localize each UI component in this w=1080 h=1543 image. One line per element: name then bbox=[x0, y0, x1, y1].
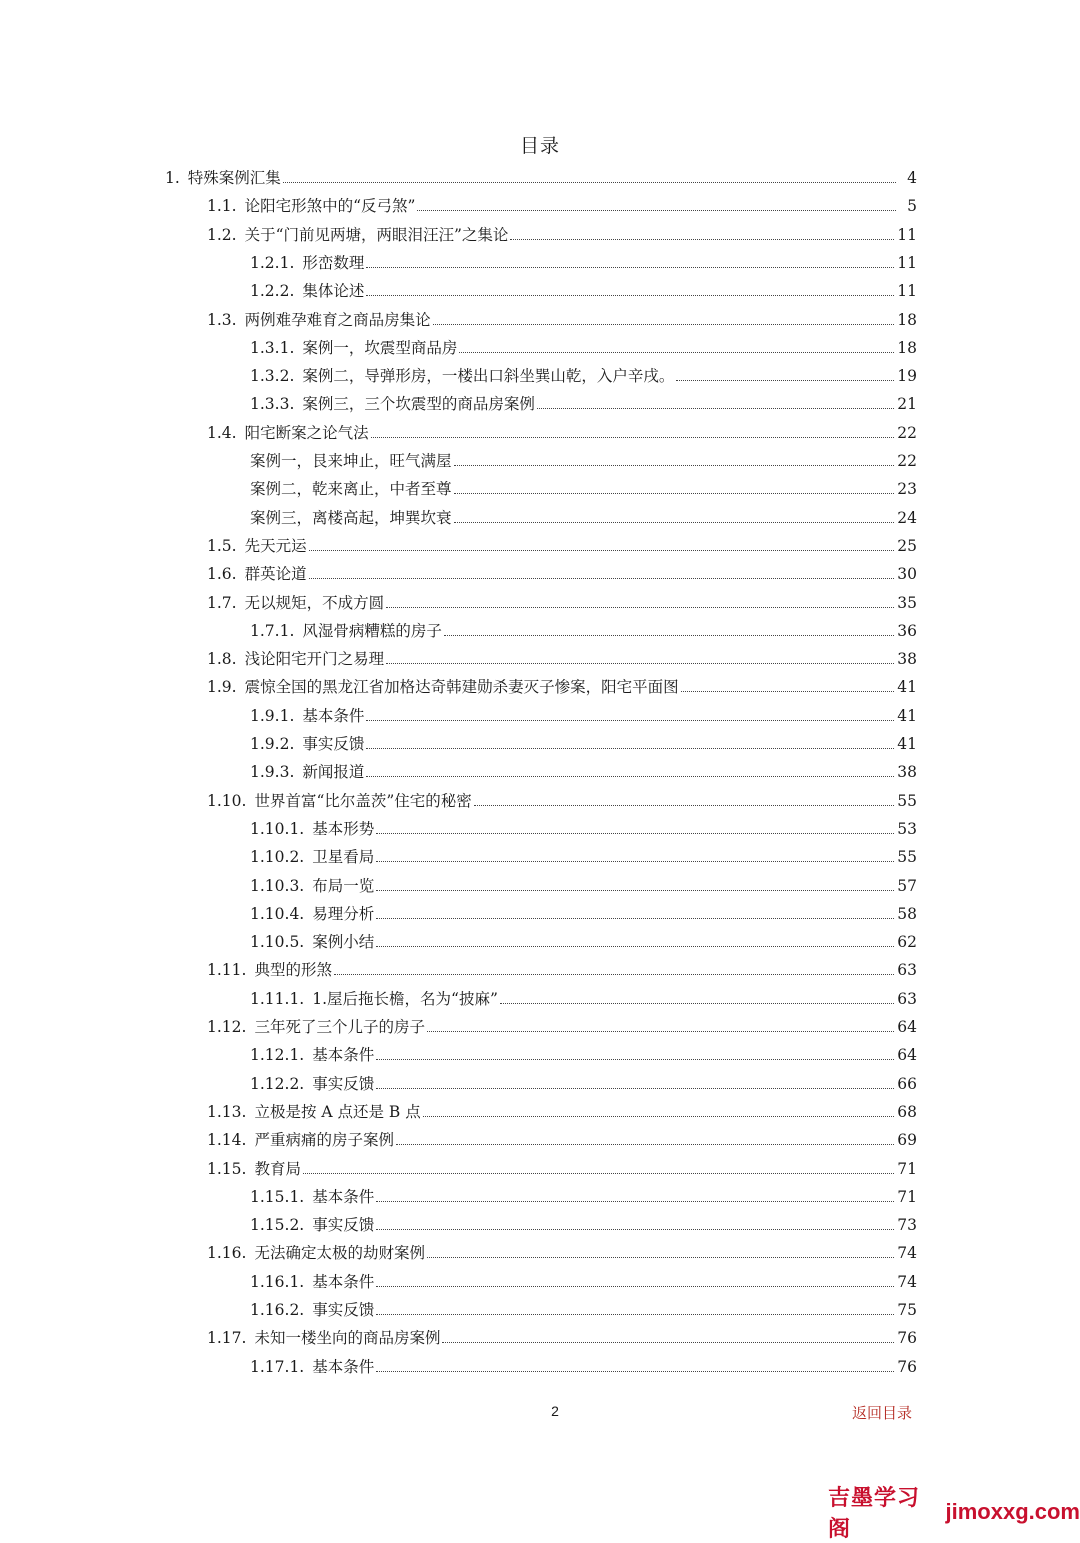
toc-entry-title: 集体论述 bbox=[302, 282, 365, 301]
toc-entry-page: 41 bbox=[897, 706, 917, 725]
toc-entry[interactable] bbox=[250, 1349, 917, 1377]
toc-entry-page: 18 bbox=[897, 310, 917, 329]
toc-dot-leader bbox=[444, 635, 894, 636]
toc-entry-title: 群英论道 bbox=[244, 565, 307, 584]
toc-dot-leader bbox=[366, 748, 894, 749]
toc-entry[interactable] bbox=[207, 1235, 917, 1263]
toc-entry-number: 1.10. bbox=[207, 791, 247, 810]
toc-entry-page: 71 bbox=[897, 1159, 917, 1178]
toc-entry-page: 22 bbox=[897, 452, 917, 470]
toc-entry-title: 立极是按 A 点还是 B 点 bbox=[254, 1102, 421, 1121]
toc-dot-leader bbox=[681, 691, 895, 692]
toc-entry-number: 1.11.1. bbox=[250, 989, 305, 1008]
toc-entry-page: 63 bbox=[897, 961, 917, 980]
toc-entry-page: 64 bbox=[897, 1018, 917, 1036]
toc-dot-leader bbox=[459, 352, 894, 353]
toc-dot-leader bbox=[676, 380, 894, 381]
toc-entry-number: 1. bbox=[165, 169, 180, 187]
toc-dot-leader bbox=[283, 182, 896, 183]
toc-entry-title: 先天元运 bbox=[244, 536, 307, 555]
toc-entry-page: 73 bbox=[897, 1216, 917, 1235]
toc-dot-leader bbox=[366, 776, 894, 777]
toc-entry-number: 1.9.1. bbox=[250, 706, 295, 725]
toc-dot-leader bbox=[376, 1371, 894, 1372]
toc-dot-leader bbox=[510, 239, 894, 240]
toc-entry[interactable] bbox=[250, 1264, 917, 1292]
toc-entry[interactable] bbox=[250, 868, 917, 896]
toc-entry-title: 卫星看局 bbox=[312, 848, 375, 867]
toc-entry-page: 38 bbox=[897, 763, 917, 782]
toc-entry-number: 1.3.3. bbox=[250, 395, 295, 414]
toc-entry-number: 1.7.1. bbox=[250, 621, 295, 640]
toc-entry-title: 基本形势 bbox=[312, 819, 375, 838]
toc-entry[interactable] bbox=[207, 1320, 917, 1348]
toc-entry-number: 1.9.2. bbox=[250, 735, 295, 753]
toc-entry-title: 典型的形煞 bbox=[254, 961, 332, 980]
toc-dot-leader bbox=[376, 861, 894, 862]
toc-dot-leader bbox=[376, 1286, 894, 1287]
toc-entry-page: 19 bbox=[897, 367, 917, 386]
toc-entry[interactable] bbox=[165, 160, 917, 188]
toc-entry-title: 事实反馈 bbox=[312, 1074, 375, 1093]
toc-entry[interactable] bbox=[207, 556, 917, 584]
toc-entry-number: 1.15. bbox=[207, 1159, 247, 1178]
toc-entry[interactable] bbox=[250, 358, 917, 386]
toc-entry-number: 1.2. bbox=[207, 225, 237, 244]
toc-entry-page: 55 bbox=[897, 848, 917, 867]
toc-entry-title: 基本条件 bbox=[312, 1046, 375, 1065]
toc-entry-number: 1.17.1. bbox=[250, 1357, 305, 1376]
toc-entry-page: 76 bbox=[897, 1329, 917, 1348]
toc-dot-leader bbox=[537, 408, 894, 409]
toc-entry-page: 53 bbox=[897, 819, 917, 838]
toc-entry[interactable] bbox=[250, 500, 917, 528]
toc-dot-leader bbox=[427, 1031, 894, 1032]
toc-entry-title: 严重病痛的房子案例 bbox=[254, 1131, 394, 1150]
toc-title: 目录 bbox=[519, 135, 560, 157]
toc-entry-page: 55 bbox=[897, 791, 917, 810]
toc-dot-leader bbox=[427, 1257, 894, 1258]
toc-entry[interactable] bbox=[250, 839, 917, 867]
toc-entry[interactable] bbox=[250, 613, 917, 641]
toc-entry-number: 1.15.2. bbox=[250, 1216, 305, 1235]
toc-entry-title: 特殊案例汇集 bbox=[187, 169, 281, 187]
toc-dot-leader bbox=[366, 267, 894, 268]
toc-entry-page: 11 bbox=[897, 225, 917, 244]
toc-entry-number: 1.6. bbox=[207, 565, 237, 584]
toc-dot-leader bbox=[423, 1116, 895, 1117]
toc-entry-number: 1.2.1. bbox=[250, 253, 295, 272]
toc-entry-title: 无法确定太极的劫财案例 bbox=[254, 1244, 425, 1263]
toc-dot-leader bbox=[500, 1003, 894, 1004]
toc-entry[interactable] bbox=[250, 273, 917, 301]
toc-entry-page: 24 bbox=[897, 508, 917, 527]
toc-entry-number: 1.10.4. bbox=[250, 904, 305, 923]
toc-dot-leader bbox=[376, 833, 894, 834]
toc-entry-number: 1.10.5. bbox=[250, 933, 305, 952]
toc-entry-title: 未知一楼坐向的商品房案例 bbox=[254, 1329, 441, 1348]
toc-dot-leader bbox=[454, 465, 895, 466]
toc-entry-title: 布局一览 bbox=[312, 876, 375, 895]
toc-entry-number: 1.10.2. bbox=[250, 848, 305, 867]
toc-entry-page: 74 bbox=[897, 1272, 917, 1291]
toc-entry-number: 1.5. bbox=[207, 536, 237, 555]
toc-entry-title: 无以规矩，不成方圆 bbox=[244, 593, 385, 612]
toc-entry-title: 基本条件 bbox=[312, 1357, 375, 1376]
toc-entry-title: 案例三，三个坎震型的商品房案例 bbox=[302, 395, 535, 414]
toc-entry[interactable] bbox=[250, 896, 917, 924]
toc-entry-number: 1.4. bbox=[207, 423, 237, 442]
toc-entry[interactable] bbox=[250, 330, 917, 358]
toc-entry-number: 1.9.3. bbox=[250, 763, 295, 782]
watermark-en: jimoxxg.com bbox=[945, 1499, 1080, 1524]
toc-dot-leader bbox=[396, 1144, 894, 1145]
toc-entry[interactable] bbox=[250, 1037, 917, 1065]
toc-entry-number: 1.1. bbox=[207, 197, 237, 216]
toc-dot-leader bbox=[366, 295, 894, 296]
toc-dot-leader bbox=[376, 918, 894, 919]
toc-entry[interactable] bbox=[207, 217, 917, 245]
toc-dot-leader bbox=[309, 550, 895, 551]
toc-entry-title: 浅论阳宅开门之易理 bbox=[244, 650, 385, 669]
toc-entry-title: 事实反馈 bbox=[312, 1301, 375, 1319]
toc-dot-leader bbox=[376, 1059, 894, 1060]
toc-entry-title: 基本条件 bbox=[312, 1272, 375, 1291]
toc-dot-leader bbox=[371, 437, 895, 438]
toc-entry-number: 1.15.1. bbox=[250, 1187, 305, 1206]
toc-entry-page: 5 bbox=[907, 197, 917, 216]
toc-dot-leader bbox=[303, 1173, 894, 1174]
toc-entry[interactable] bbox=[207, 528, 917, 556]
toc-entry-title: 新闻报道 bbox=[302, 763, 365, 782]
toc-entry-title: 案例小结 bbox=[312, 933, 375, 952]
toc-entry-title: 事实反馈 bbox=[312, 1216, 375, 1235]
toc-entry-number: 1.3. bbox=[207, 310, 237, 329]
toc-entry-title: 易理分析 bbox=[312, 904, 375, 923]
toc-entry-page: 71 bbox=[897, 1187, 917, 1206]
toc-entry-title: 基本条件 bbox=[312, 1187, 375, 1206]
toc-entry-page: 11 bbox=[897, 282, 917, 301]
toc-entry-page: 36 bbox=[897, 621, 917, 640]
toc-dot-leader bbox=[474, 805, 894, 806]
toc-entry-page: 23 bbox=[897, 480, 917, 499]
toc-dot-leader bbox=[376, 1088, 894, 1089]
toc-entry-title: 形峦数理 bbox=[302, 253, 365, 272]
toc-entry-number: 1.12.2. bbox=[250, 1074, 305, 1093]
toc-entry-number: 1.16.2. bbox=[250, 1301, 305, 1319]
toc-dot-leader bbox=[309, 578, 895, 579]
toc-entry[interactable] bbox=[250, 726, 917, 754]
toc-entry[interactable] bbox=[207, 415, 917, 443]
toc-entry[interactable] bbox=[250, 811, 917, 839]
watermark-logo bbox=[828, 1486, 1080, 1542]
toc-dot-leader bbox=[376, 1201, 894, 1202]
toc-entry[interactable] bbox=[207, 188, 917, 216]
toc-entry-number: 1.16. bbox=[207, 1244, 247, 1263]
toc-dot-leader bbox=[386, 607, 894, 608]
toc-entry[interactable] bbox=[250, 698, 917, 726]
toc-dot-leader bbox=[433, 324, 895, 325]
toc-entry[interactable] bbox=[207, 669, 917, 697]
toc-entry[interactable] bbox=[250, 924, 917, 952]
toc-entry[interactable] bbox=[207, 1151, 917, 1179]
toc-entry-number: 1.16.1. bbox=[250, 1272, 305, 1291]
toc-entry-page: 66 bbox=[897, 1074, 917, 1093]
toc-entry-title: 案例三，离楼高起，坤巽坎衰 bbox=[250, 508, 452, 527]
toc-entry-title: 案例二，导弹形房，一楼出口斜坐巽山乾，入户辛戌。 bbox=[302, 367, 675, 386]
toc-entry[interactable] bbox=[250, 1179, 917, 1207]
toc-entry-page: 41 bbox=[897, 678, 917, 697]
toc-entry-number: 1.3.1. bbox=[250, 338, 295, 357]
toc-entry[interactable] bbox=[250, 1207, 917, 1235]
toc-entry-title: 案例二，乾来离止，中者至尊 bbox=[250, 480, 452, 499]
toc-entry-title: 教育局 bbox=[254, 1159, 301, 1178]
toc-entry-title: 三年死了三个儿子的房子 bbox=[254, 1018, 425, 1036]
toc-dot-leader bbox=[376, 1314, 894, 1315]
toc-dot-leader bbox=[417, 210, 896, 211]
toc-entry-title: 世界首富“比尔盖茨”住宅的秘密 bbox=[254, 791, 472, 810]
toc-dot-leader bbox=[442, 1342, 894, 1343]
toc-entry-number: 1.17. bbox=[207, 1329, 247, 1348]
toc-dot-leader bbox=[376, 946, 894, 947]
toc-dot-leader bbox=[376, 1229, 894, 1230]
toc-entry-page: 69 bbox=[897, 1131, 917, 1150]
toc-entry-title: 论阳宅形煞中的“反弓煞” bbox=[244, 197, 416, 216]
toc-entry[interactable] bbox=[250, 754, 917, 782]
toc-entry[interactable] bbox=[207, 1094, 917, 1122]
toc-entry-number: 1.7. bbox=[207, 593, 237, 612]
toc-entry[interactable] bbox=[207, 783, 917, 811]
toc-entry-page: 30 bbox=[897, 565, 917, 584]
toc-entry-number: 1.14. bbox=[207, 1131, 247, 1150]
toc-entry[interactable] bbox=[250, 245, 917, 273]
toc-entry-page: 74 bbox=[897, 1244, 917, 1263]
toc-entry-page: 62 bbox=[897, 933, 917, 952]
toc-entry-title: 关于“门前见两塘，两眼泪汪汪”之集论 bbox=[244, 225, 509, 244]
toc-entry-page: 41 bbox=[897, 735, 917, 753]
toc-entry-page: 68 bbox=[897, 1102, 917, 1121]
watermark-cn: 吉墨学习阁 bbox=[828, 1486, 921, 1542]
toc-entry[interactable] bbox=[207, 302, 917, 330]
toc-entry[interactable] bbox=[250, 981, 917, 1009]
toc-entry-number: 1.10.3. bbox=[250, 876, 305, 895]
toc-entry-title: 案例一，艮来坤止，旺气满屋 bbox=[250, 452, 452, 470]
toc-entry[interactable] bbox=[250, 443, 917, 471]
toc-entry-page: 22 bbox=[897, 423, 917, 442]
toc-entry[interactable] bbox=[207, 1009, 917, 1037]
toc-entry-page: 57 bbox=[897, 876, 917, 895]
toc-entry-page: 35 bbox=[897, 593, 917, 612]
toc-entry[interactable] bbox=[207, 952, 917, 980]
toc-entry-title: 案例一，坎震型商品房 bbox=[302, 338, 458, 357]
toc-entry-number: 1.13. bbox=[207, 1102, 247, 1121]
toc-entry[interactable] bbox=[250, 386, 917, 414]
toc-entry-number: 1.12. bbox=[207, 1018, 247, 1036]
toc-entry-page: 64 bbox=[897, 1046, 917, 1065]
page-number: 2 bbox=[551, 1403, 559, 1419]
toc-entry[interactable] bbox=[250, 1066, 917, 1094]
toc-entry-title: 事实反馈 bbox=[302, 735, 365, 753]
toc-entry-page: 76 bbox=[897, 1357, 917, 1376]
toc-entry-page: 4 bbox=[907, 169, 917, 187]
return-to-toc-link[interactable]: 返回目录 bbox=[852, 1404, 913, 1422]
toc-entry-title: 阳宅断案之论气法 bbox=[244, 423, 369, 442]
toc-entry-page: 58 bbox=[897, 904, 917, 923]
toc-entry-number: 1.2.2. bbox=[250, 282, 295, 301]
toc-entry-page: 38 bbox=[897, 650, 917, 669]
toc-entry-title: 基本条件 bbox=[302, 706, 365, 725]
toc-entry-title: 震惊全国的黑龙江省加格达奇韩建勋杀妻灭子惨案，阳宅平面图 bbox=[244, 678, 679, 697]
toc-entry-number: 1.8. bbox=[207, 650, 237, 669]
toc-entry-title: 两例难孕难育之商品房集论 bbox=[244, 310, 431, 329]
toc-dot-leader bbox=[454, 493, 895, 494]
toc-entry[interactable] bbox=[250, 1292, 917, 1320]
toc-dot-leader bbox=[386, 663, 894, 664]
toc-entry-page: 11 bbox=[897, 253, 917, 272]
toc-entry-page: 63 bbox=[897, 989, 917, 1008]
toc-dot-leader bbox=[454, 522, 895, 523]
toc-entry-number: 1.9. bbox=[207, 678, 237, 697]
toc-entry-page: 25 bbox=[897, 536, 917, 555]
toc-entry[interactable] bbox=[250, 471, 917, 499]
toc-entry-number: 1.11. bbox=[207, 961, 247, 980]
toc-entry-number: 1.3.2. bbox=[250, 367, 295, 386]
toc-entry-title: 1.屋后拖长檐，名为“披麻” bbox=[312, 989, 498, 1008]
toc-entry[interactable] bbox=[207, 1122, 917, 1150]
toc-entry-page: 18 bbox=[897, 338, 917, 357]
toc-entry-number: 1.10.1. bbox=[250, 819, 305, 838]
toc-entry-title: 风湿骨病糟糕的房子 bbox=[302, 621, 442, 640]
toc-dot-leader bbox=[366, 720, 894, 721]
toc-entry[interactable] bbox=[207, 641, 917, 669]
toc-entry-page: 75 bbox=[897, 1301, 917, 1319]
toc-dot-leader bbox=[334, 974, 894, 975]
toc-entry-page: 21 bbox=[897, 395, 917, 414]
toc-entry[interactable] bbox=[207, 585, 917, 613]
toc-entry-number: 1.12.1. bbox=[250, 1046, 305, 1065]
toc-dot-leader bbox=[376, 890, 894, 891]
